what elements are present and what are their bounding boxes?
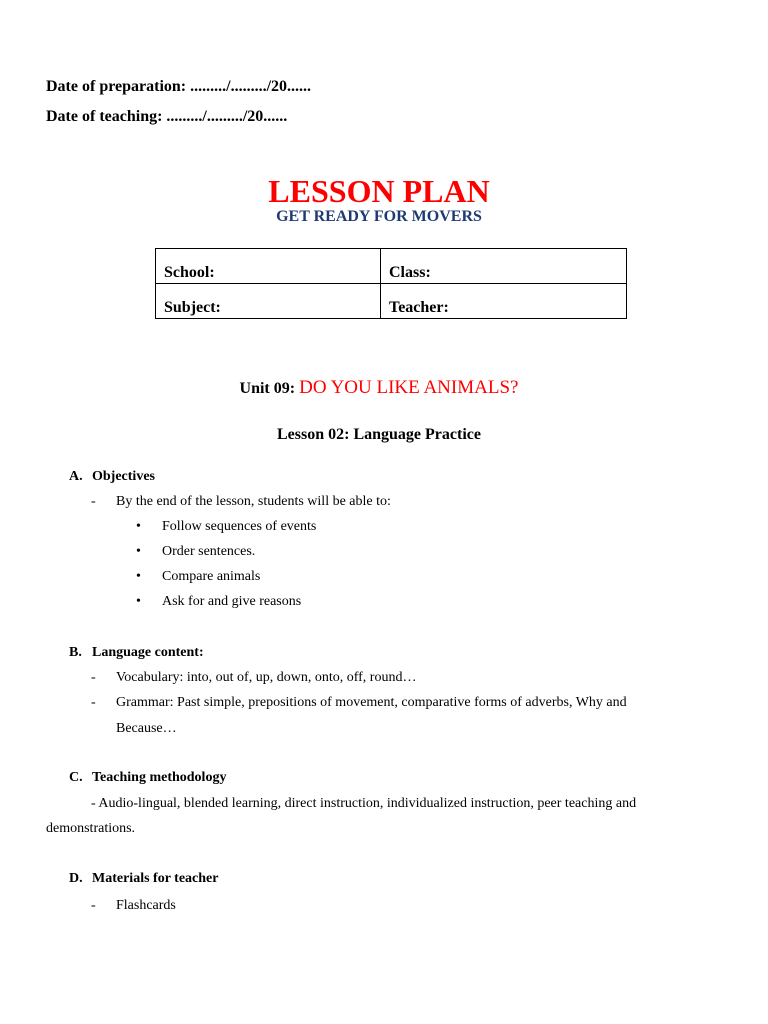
objectives-intro: By the end of the lesson, students will be able to: <box>116 494 391 509</box>
unit-heading <box>0 377 758 399</box>
bullet-marker: • <box>136 519 141 534</box>
grammar-line-continued: Because… <box>116 721 177 736</box>
unit-label: Unit 09: <box>239 380 296 397</box>
section-methodology-heading <box>69 770 226 786</box>
materials-item: Flashcards <box>116 898 176 913</box>
methodology-line: - Audio-lingual, blended learning, direct instruction, individualized instruction, peer teaching and <box>91 796 637 811</box>
teacher-cell: Teacher: <box>381 284 627 319</box>
list-item-text: Ask for and give reasons <box>162 594 302 609</box>
section-letter: C. <box>69 770 83 785</box>
date-of-teaching: Date of teaching: ........./........./20...... <box>46 108 288 125</box>
grammar-line: Grammar: Past simple, prepositions of movement, comparative forms of adverbs, Why and <box>116 695 627 710</box>
dash-marker: - <box>91 494 96 509</box>
section-title: Teaching methodology <box>92 770 227 785</box>
section-materials-heading <box>69 871 218 887</box>
list-item <box>136 569 260 585</box>
info-row <box>156 249 627 284</box>
bullet-marker: • <box>136 569 141 584</box>
page-title: LESSON PLAN <box>268 173 490 209</box>
page-subtitle: GET READY FOR MOVERS <box>276 208 482 225</box>
dash-marker: - <box>91 898 96 913</box>
methodology-line-continued: demonstrations. <box>46 821 136 836</box>
dash-marker: - <box>91 670 96 685</box>
section-title: Language content: <box>92 645 204 660</box>
list-item <box>136 544 255 560</box>
date-of-preparation: Date of preparation: ........./........./20...... <box>46 78 312 95</box>
list-item-text: Compare animals <box>162 569 261 584</box>
school-cell: School: <box>156 249 381 284</box>
section-title: Materials for teacher <box>92 871 219 886</box>
bullet-marker: • <box>136 544 141 559</box>
section-letter: B. <box>69 645 82 660</box>
lesson-heading: Lesson 02: Language Practice <box>277 426 481 443</box>
section-objectives-heading <box>69 469 155 485</box>
class-cell: Class: <box>381 249 627 284</box>
list-item <box>136 519 316 535</box>
section-language-content-heading <box>69 645 204 661</box>
section-letter: D. <box>69 871 83 886</box>
subject-cell: Subject: <box>156 284 381 319</box>
list-item-text: Order sentences. <box>162 544 256 559</box>
section-letter: A. <box>69 469 83 484</box>
info-row <box>156 284 627 319</box>
list-item-text: Follow sequences of events <box>162 519 317 534</box>
unit-name: DO YOU LIKE ANIMALS? <box>299 377 519 398</box>
list-item <box>136 594 301 610</box>
vocabulary-line: Vocabulary: into, out of, up, down, onto, off, round… <box>116 670 417 685</box>
info-table <box>155 248 627 319</box>
dash-marker: - <box>91 695 96 710</box>
bullet-marker: • <box>136 594 141 609</box>
section-title: Objectives <box>92 469 155 484</box>
